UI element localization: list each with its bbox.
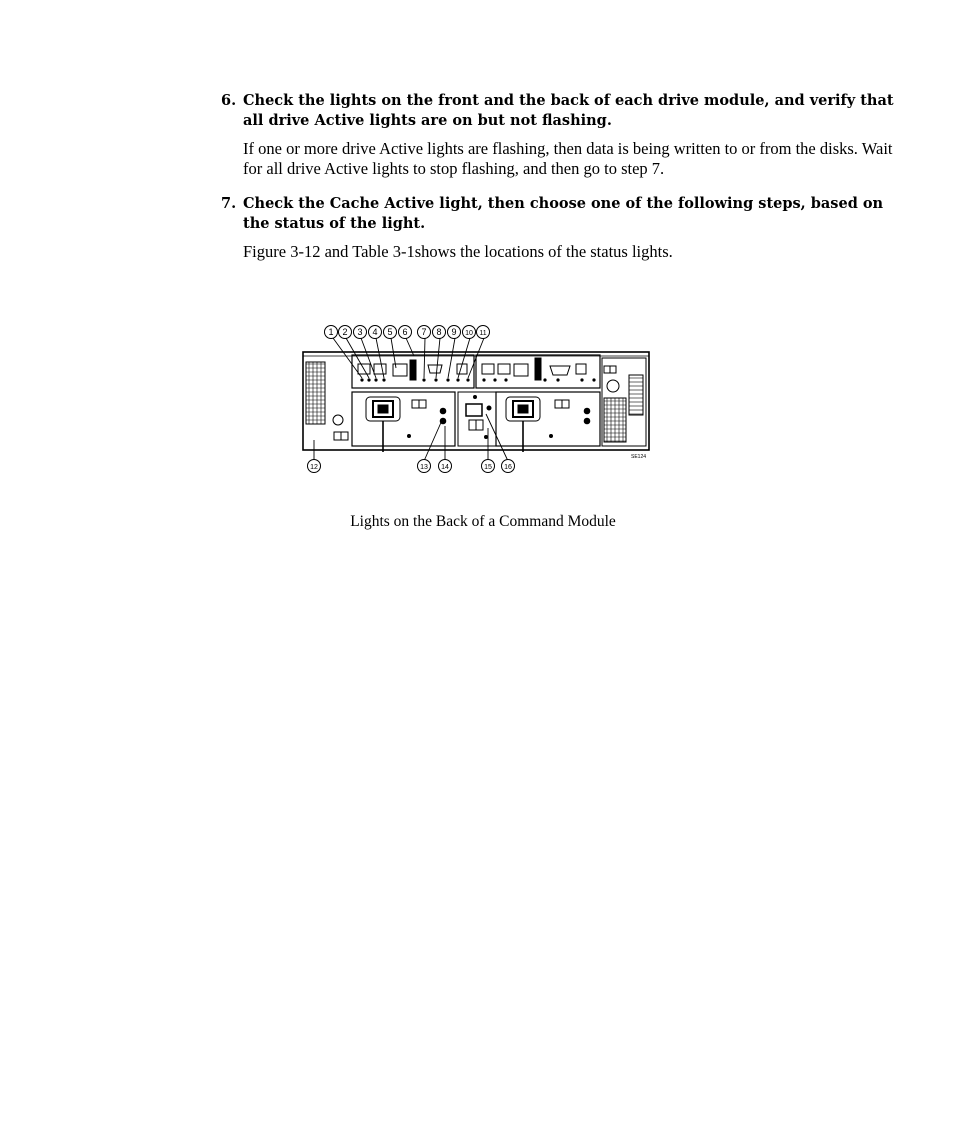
callout-number: 7: [421, 327, 427, 337]
callout-marker: [399, 326, 412, 339]
step-heading: [221, 194, 901, 234]
callout-marker: [369, 326, 382, 339]
art-id-label: SE124: [631, 454, 647, 460]
callout-marker: [354, 326, 367, 339]
callout-number: 11: [479, 330, 487, 337]
power-supply-right: [496, 392, 600, 452]
callout-number: 3: [357, 327, 363, 337]
callout-number: 5: [387, 327, 393, 337]
step-heading: [221, 91, 901, 131]
step-number: 6.: [221, 92, 237, 109]
callout-marker: [418, 326, 431, 339]
callout-marker: [502, 460, 515, 473]
controller-b: [476, 355, 600, 388]
callout-marker: [477, 326, 490, 339]
step-body: If one or more drive Active lights are flashing, then data is being written to or from the disks. Wait for all drive Active lights to stop flashing, and then go to step 7.: [243, 139, 893, 178]
step-heading-text: Check the Cache Active light, then choose one of the following steps, based on the status of the light.: [243, 195, 884, 232]
step-7: [221, 194, 901, 262]
power-supply-left: [352, 392, 455, 452]
callout-marker: [308, 460, 321, 473]
right-fan-grille: [602, 358, 646, 446]
callout-number: 9: [451, 327, 457, 337]
left-fan-grille: [306, 362, 348, 440]
callout-number: 4: [372, 327, 378, 337]
interconnect-module: [440, 392, 496, 446]
step-6: [221, 91, 901, 179]
callout-number: 15: [484, 464, 492, 471]
step-body: Figure 3-12 and Table 3-1shows the locations of the status lights.: [243, 242, 673, 261]
callout-marker: [339, 326, 352, 339]
figure-caption: Lights on the Back of a Command Module: [350, 513, 616, 530]
callout-leader-lines: [314, 338, 508, 461]
callout-number: 8: [436, 327, 442, 337]
callout-number: 2: [342, 327, 348, 337]
callout-marker: [463, 326, 476, 339]
callout-number: 16: [504, 464, 512, 471]
callout-number: 13: [420, 464, 428, 471]
callout-number: 6: [402, 327, 408, 337]
callout-marker: [433, 326, 446, 339]
callout-number: 10: [465, 330, 473, 337]
callout-marker: [384, 326, 397, 339]
callout-marker: [325, 326, 338, 339]
callout-number: 1: [328, 327, 334, 337]
command-module-back-figure: [300, 322, 652, 471]
step-heading-text: Check the lights on the front and the back of each drive module, and verify that all drive Active lights are on but not flashing.: [243, 92, 894, 129]
step-number: 7.: [221, 195, 237, 212]
controller-a: [352, 355, 474, 388]
callout-number: 12: [310, 464, 318, 471]
callout-marker: [482, 460, 495, 473]
callout-number: 14: [441, 464, 449, 471]
callout-marker: [418, 460, 431, 473]
callout-marker: [448, 326, 461, 339]
callout-marker: [439, 460, 452, 473]
